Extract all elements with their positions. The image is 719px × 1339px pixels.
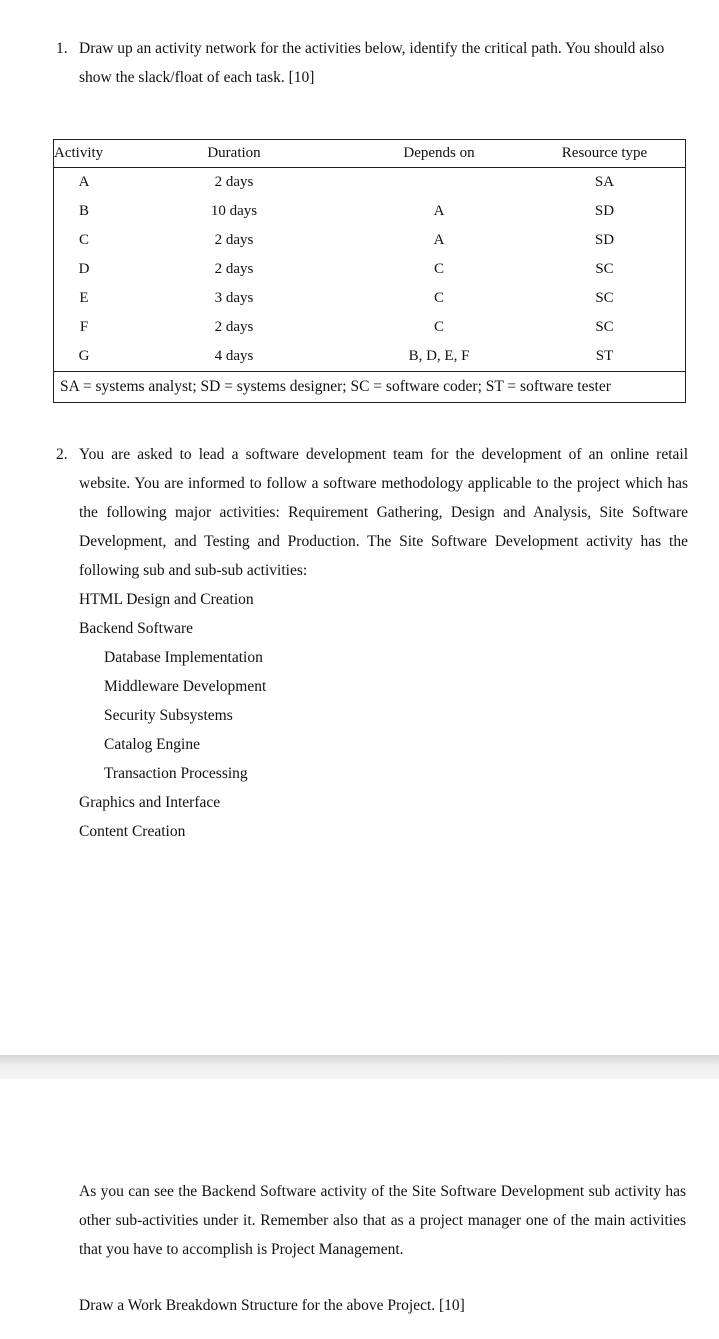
cell-resource-type: SC	[595, 319, 614, 335]
sub-activity-item: Security Subsystems	[104, 707, 233, 724]
question-1-text: Draw up an activity network for the activities below, identify the critical path. You should also show the slack/float of each task. [10]	[79, 40, 665, 86]
table-row	[54, 342, 686, 372]
question-2	[56, 440, 688, 585]
cell-resource-type: SC	[595, 261, 614, 277]
cell-depends-on: C	[433, 319, 444, 335]
wbs-instruction: Draw a Work Breakdown Structure for the above Project. [10]	[79, 1297, 465, 1314]
backend-note: As you can see the Backend Software activity of the Site Software Development sub activity has other sub-activities under it. Remember also that as a project manager one of the main activities that you have to accomplish is Project Management.	[79, 1183, 686, 1258]
table-row	[54, 226, 686, 255]
table-header-row	[54, 140, 686, 168]
cell-duration: 2 days	[214, 261, 254, 277]
header-depends-on: Depends on	[354, 140, 524, 168]
sub-activity-item: Catalog Engine	[104, 736, 200, 753]
cell-duration: 10 days	[210, 203, 258, 219]
cell-depends-on	[354, 168, 524, 198]
cell-duration: 3 days	[214, 290, 254, 306]
cell-activity: A	[78, 174, 90, 190]
cell-resource-type: ST	[595, 348, 614, 364]
page-divider	[0, 1055, 719, 1079]
table-row	[54, 313, 686, 342]
cell-depends-on: A	[433, 232, 445, 248]
activity-table	[53, 139, 686, 403]
cell-activity: C	[78, 232, 89, 248]
question-1-number: 1.	[56, 40, 68, 57]
cell-activity: F	[79, 319, 89, 335]
table-row	[54, 284, 686, 313]
sub-activity-item: Transaction Processing	[104, 765, 248, 782]
cell-duration: 2 days	[214, 319, 254, 335]
cell-activity: G	[78, 348, 90, 364]
cell-resource-type: SD	[594, 203, 615, 219]
activity-item: Graphics and Interface	[79, 794, 221, 811]
table-row	[54, 255, 686, 284]
question-2-number: 2.	[56, 446, 68, 463]
resource-legend: SA = systems analyst; SD = systems designer; SC = software coder; ST = software tester	[54, 372, 686, 403]
header-duration: Duration	[114, 140, 354, 168]
cell-activity: E	[79, 290, 89, 306]
table-row	[54, 168, 686, 198]
cell-duration: 2 days	[214, 232, 254, 248]
header-activity: Activity	[54, 140, 115, 168]
cell-depends-on: C	[433, 290, 444, 306]
table-row	[54, 197, 686, 226]
cell-resource-type: SD	[594, 232, 615, 248]
cell-depends-on: B, D, E, F	[408, 348, 470, 364]
cell-depends-on: A	[433, 203, 445, 219]
cell-depends-on: C	[433, 261, 444, 277]
cell-resource-type: SC	[595, 290, 614, 306]
cell-duration: 2 days	[214, 174, 254, 190]
activity-item: Backend Software	[79, 620, 194, 637]
sub-activity-item: Middleware Development	[104, 678, 267, 695]
activity-item: Content Creation	[79, 823, 186, 840]
cell-activity: D	[78, 261, 90, 277]
activity-item: HTML Design and Creation	[79, 591, 254, 608]
question-2-text: You are asked to lead a software development team for the development of an online retail website. You are informed to follow a software methodology applicable to the project which has the following major activities: Requirement Gathering, Design and Analysis, Site Software Development, and Testing and Production. The Site Software Development activity has the following sub and sub-sub activities:	[79, 446, 688, 579]
sub-activity-item: Database Implementation	[104, 649, 263, 666]
question-1	[56, 34, 696, 92]
header-resource-type: Resource type	[524, 140, 686, 168]
cell-duration: 4 days	[214, 348, 254, 364]
cell-activity: B	[78, 203, 89, 219]
cell-resource-type: SA	[594, 174, 615, 190]
table-footnote-row	[54, 372, 686, 403]
